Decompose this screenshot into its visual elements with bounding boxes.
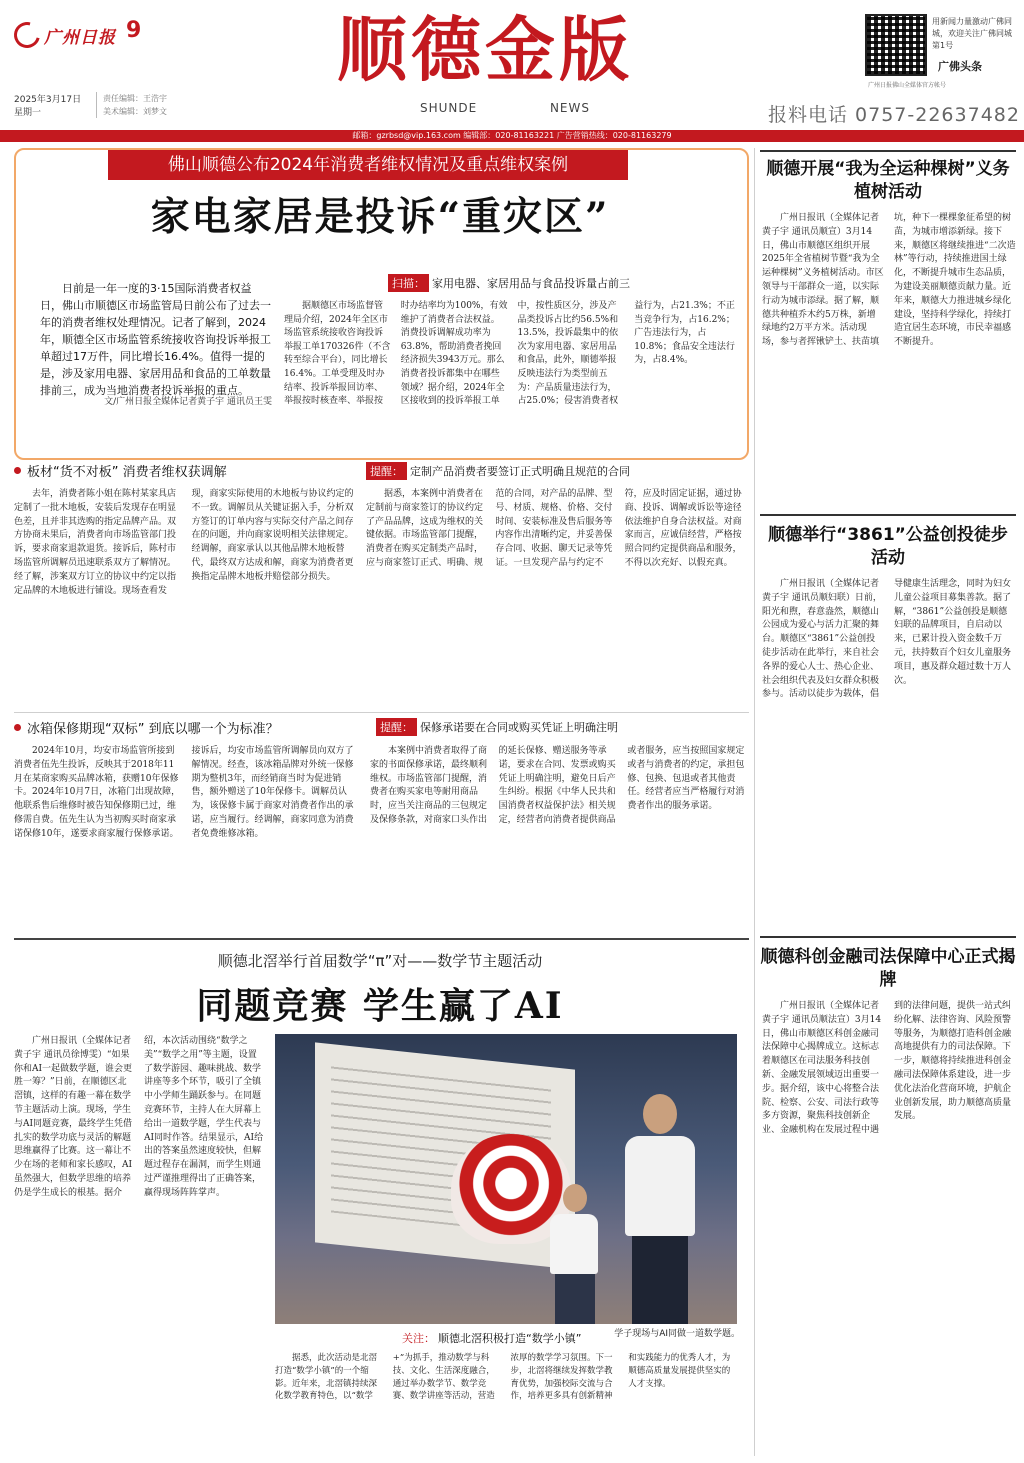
lead-kicker: 佛山顺德公布2024年消费者维权情况及重点维权案例: [108, 150, 628, 180]
ai-body: 广州日报讯（全媒体记者黄子宇 通讯员徐博雯）“如果你和AI一起做数学题，谁会更胜一筹？”日前，在顺德区北滘镇，这样的有趣一幕在数学节主题活动上演。现场，学生与AI同题竞赛，最终学生凭借扎实的数学功底与灵活的解题思维赢得了比赛。这一幕让不少在场的老师和家长感叹，AI虽然强大，但数学思维的培养仍是学生成长的根基。据介绍，本次活动围绕“数学之美”“数学之用”等主题，设置了数学游园、趣味挑战、数学讲座等多个环节，吸引了全镇中小学师生踊跃参与。在同题竞赛环节，主持人在大屏幕上给出一道数学题，学生代表与AI同时作答。结果显示，AI给出的答案虽然速度较快，但解题过程存在漏洞，而学生则通过严谨推理得出了正确答案，赢得现场阵阵掌声。: [14, 1036, 264, 1198]
lead-headline: 家电家居是投诉“重灾区”: [150, 194, 610, 240]
divider: [760, 514, 1016, 516]
case2-body: 2024年10月，均安市场监管所接到消费者伍先生投诉，反映其于2018年11月在某商家购买品牌冰箱，获赠10年保修卡。2024年10月7日，冰箱门出现故障，他联系售后维修时被告知保修期已过，维修需自费。伍先生认为当初购买时商家承诺保修10年，遂要求商家履行保修承诺。接诉后，均安市场监管所调解员向双方了解情况。经查，该冰箱品牌对外统一保修期为整机3年，而经销商当时为促进销售，额外赠送了10年保修卡。调解员认为，该保修卡属于商家对消费者作出的承诺，应当履行。经调解，商家同意为消费者免费维修冰箱。: [14, 746, 354, 839]
case2-tip-heading: [376, 718, 756, 736]
section-title: 顺德金版: [337, 8, 633, 91]
divider: [14, 938, 749, 940]
photo-student: [550, 1184, 600, 1324]
case1-title: 板材“货不对板” 消费者维权获调解: [27, 464, 227, 480]
case2-tip-body: 本案例中消费者取得了商家的书面保修承诺，最终顺利维权。市场监管部门提醒，消费者在购买家电等耐用商品时，应当关注商品的三包规定及保修条款，对商家口头作出的延长保修、赠送服务等承诺，要求在合同、发票或购买凭证上明确注明，避免日后产生纠纷。根据《中华人民共和国消费者权益保护法》相关规定，经营者向消费者提供商品或者服务，应当按照国家规定或者与消费者的约定，承担包修、包换、包退或者其他责任。经营者应当严格履行对消费者作出的服务承诺。: [370, 746, 745, 825]
divider: [760, 150, 1016, 152]
sidebar-story3-title: 顺德科创金融司法保障中心正式揭牌: [760, 947, 1016, 990]
editors: [96, 92, 167, 118]
section-sub-right: NEWS: [549, 101, 590, 115]
case2-heading: [14, 716, 359, 738]
page-number: 9: [126, 18, 142, 43]
ai-kicker: 顺德北滘举行首届数学“π”对——数学节主题活动: [217, 952, 543, 970]
qr-code-icon: [865, 14, 927, 76]
focus-tag: 关注：: [402, 1332, 435, 1345]
contact-info-bar: 邮箱：gzrbsd@vip.163.com 编辑部：020-81163221 广告营销热线：020-81163279: [0, 130, 1024, 142]
case1-body: 去年，消费者陈小姐在陈村某家具店定制了一批木地板，安装后发现存在明显色差，且并非其选购的指定品牌产品。双方协商未果后，消费者向市场监管部门投诉，要求商家退款退货。接诉后，陈村市场监管所调解员迅速联系双方了解情况。经了解，涉案双方订立的协议中约定以指定品牌的木地板进行铺设。现场查看发现，商家实际使用的木地板与协议约定的不一致。调解员从关键证据入手，分析双方签订的订单内容与实际交付产品之间存在的问题，并向商家说明相关法律规定。经调解，商家承认以其他品牌木地板替代，最终双方达成和解，商家为消费者更换指定品牌木地板并赔偿部分损失。: [14, 489, 354, 596]
bullet-dot-icon: [14, 467, 21, 474]
tip-title: 定制产品消费者要签订正式明确且规范的合同: [410, 465, 630, 478]
lead-intro: 日前是一年一度的3·15国际消费者权益日，佛山市顺德区市场监管局日前公布了过去一年的消费者维权处理情况。记者了解到，2024年，顺德全区市场监管系统接收咨询投诉举报工单超过17万件，同比增长16.4%。值得一提的是，涉及家用电器、家居用品和食品的工单数量排前三，成为当地消费者投诉举报的重点。: [40, 282, 271, 397]
case1-tip-body: 据悉，本案例中消费者在定制前与商家签订的协议约定了产品品牌，这成为维权的关键依据。市场监管部门提醒，消费者在购买定制类产品时，应与商家签订正式、明确、规范的合同，对产品的品牌、型号、材质、规格、价格、交付时间、安装标准及售后服务等内容作出清晰约定，并妥善保存合同、收据、聊天记录等凭证。一旦发现产品与约定不符，应及时固定证据，通过协商、投诉、调解或诉讼等途径依法维护自身合法权益。对商家而言，应诚信经营，严格按照合同约定提供商品和服务，不得以次充好、以假充真。: [366, 489, 742, 568]
paper-logo: [14, 18, 134, 52]
qr-text: 用新闻力量激动广佛同城，欢迎关注广佛同城第1号: [932, 17, 1012, 50]
photo-caption: 学子现场与AI同做一道数学题。: [614, 1329, 740, 1339]
case1-tip-heading: [366, 462, 746, 480]
column-divider: [754, 148, 755, 1456]
bullet-dot-icon: [14, 724, 21, 731]
lead-byline: 文/广州日报全媒体记者黄子宇 通讯员王雯: [104, 397, 272, 407]
sidebar-story2-body: 广州日报讯（全媒体记者黄子宇 通讯员顺妇联）日前，阳光和煦，春意盎然，顺德山公园成为爱心与活力汇聚的舞台。顺德区“3861”公益创投徒步活动在此举行，来自社会各界的爱心人士、热心企业、社会组织代表及妇女群众积极参与。活动以徒步为载体，倡导健康生活理念，同时为妇女儿童公益项目募集善款。据了解，“3861”公益创投是顺德妇联的品牌项目，自启动以来，已累计投入资金数千万元，扶持数百个妇女儿童服务项目，惠及群众超过数十万人次。: [762, 579, 1012, 700]
ai-headline: 同题竞赛 学生赢了AI: [196, 985, 564, 1027]
editor-line: 责任编辑：王浩宇: [103, 94, 167, 103]
sidebar-story1-title: 顺德开展“我为全运种棵树”义务植树活动: [766, 159, 1010, 202]
scan-text: 家用电器、家居用品与食品投诉量占前三: [432, 277, 630, 290]
paper-name: 广州日报: [44, 27, 116, 48]
ai-focus-subhead: [402, 1330, 642, 1346]
section-sub-left: SHUNDE: [420, 101, 478, 115]
ai-focus-body: 据悉，此次活动是北滘打造“数学小镇”的一个缩影。近年来，北滘镇持续深化数学教育特色，以“数学+”为抓手，推动数学与科技、文化、生活深度融合，通过举办数学节、数学竞赛、数学讲座等活动，营造浓厚的数学学习氛围。下一步，北滘将继续发挥数学教育优势，加强校际交流与合作，培养更多具有创新精神和实践能力的优秀人才，为顺德高质量发展提供坚实的人才支撑。: [275, 1353, 731, 1402]
editor-line: 美术编辑：刘梦文: [103, 107, 167, 116]
case2-title: 冰箱保修期现“双标” 到底以哪一个为标准？: [27, 721, 279, 737]
app-name: 广佛头条: [938, 60, 982, 73]
logo-ring-icon: [9, 17, 45, 53]
issue-weekday: 星期一: [14, 108, 42, 118]
tip-tag: 提醒：: [376, 718, 417, 736]
divider: [14, 712, 749, 713]
section-subtitle: [420, 101, 590, 115]
ai-photo: [275, 1034, 737, 1324]
lead-body: 据顺德区市场监督管理局介绍，2024年全区市场监管系统接收咨询投诉举报工单170326件（不含转至综合平台），同比增长16.4%。工单受理及时办结率、投诉举报回访率、举报按时核查率、举报按时办结率均为100%，有效维护了消费者合法权益。消费投诉调解成功率为63.8%，帮助消费者挽回经济损失3943万元。那么消费者投诉都集中在哪些领域？据介绍，2024年全区接收到的投诉举报工单中，按性质区分，涉及产品类投诉占比约56.5%和13.5%，投诉最集中的依次为家用电器、家居用品和食品，此外，顺德举报反映违法行为类型前五为：产品质量违法行为，占25.0%；侵害消费者权益行为，占21.3%；不正当竞争行为，占16.2%；广告违法行为，占10.8%；食品安全违法行为，占8.4%。: [284, 301, 735, 407]
sidebar-story3-body: 广州日报讯（全媒体记者黄子宇 通讯员顺法宣）3月14日，佛山市顺德区科创金融司法保障中心揭牌成立。这标志着顺德区在司法服务科技创新、金融发展领域迈出重要一步。据介绍，该中心将整合法院、检察、公安、司法行政等多方资源，聚焦科技创新企业、金融机构在发展过程中遇到的法律问题，提供一站式纠纷化解、法律咨询、风险预警等服务，为顺德打造科创金融高地提供有力的司法保障。下一步，顺德将持续推进科创金融司法保障体系建设，进一步优化法治化营商环境，护航企业创新发展，助力顺德高质量发展。: [762, 1001, 1012, 1136]
tip-title: 保修承诺要在合同或购买凭证上明确注明: [420, 721, 618, 734]
hotline: 报料电话 0757-22637482: [768, 104, 1020, 126]
sidebar-story2-title: 顺德举行“3861”公益创投徒步活动: [768, 525, 1008, 568]
qr-caption: 广州日报佛山全媒体官方帐号: [868, 82, 947, 89]
issue-date: 2025年3月17日: [14, 95, 82, 105]
scan-tag: 扫描：: [388, 274, 429, 292]
masthead: [0, 0, 1024, 130]
photo-teacher: [625, 1094, 695, 1324]
tip-tag: 提醒：: [366, 462, 407, 480]
lead-scan-subhead: [388, 274, 688, 292]
focus-text: 顺德北滘积极打造“数学小镇”: [438, 1332, 582, 1345]
divider: [760, 936, 1016, 938]
case1-heading: [14, 460, 359, 480]
sidebar-story1-body: 广州日报讯（全媒体记者黄子宇 通讯员顺宣）3月14日，佛山市顺德区组织开展2025年全省植树节暨“我为全运种棵树”义务植树活动。市区领导与干部群众一道，以实际行动为城市添绿。据了解，顺德共种植乔木约5万株，新增绿地约2万平方米。活动现场，参与者挥锹铲土、扶苗填坑，种下一棵棵象征希望的树苗，为城市增添新绿。接下来，顺德区将继续推进“二次造林”等行动，持续推进国土绿化，不断提升城市生态品质，为建设美丽顺德贡献力量。近年来，顺德大力推进城乡绿化建设，坚持科学绿化，持续打造宜居生态环境，市民幸福感不断提升。: [762, 213, 1016, 348]
